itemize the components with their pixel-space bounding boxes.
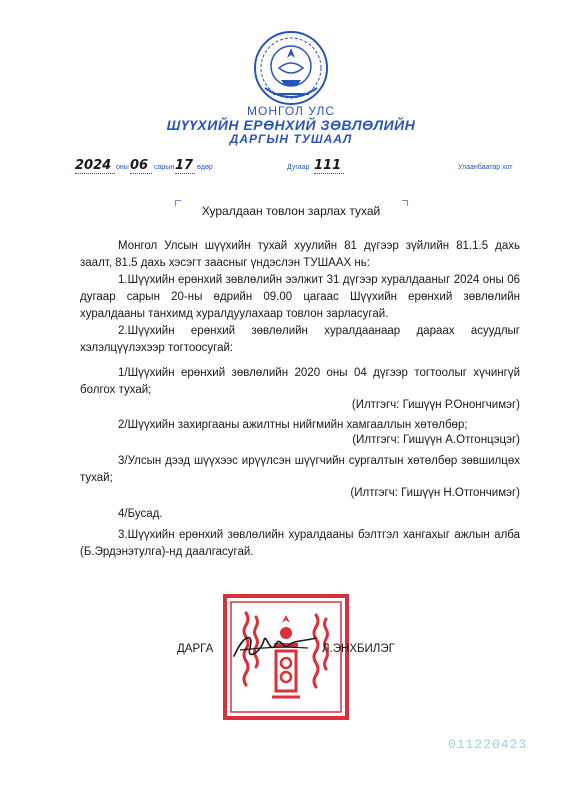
date-year-suffix: оны [116, 164, 129, 171]
order-item-3: 3.Шүүхийн ерөнхий зөвлөлийн хуралдааны бэлтгэл хангахыг ажлын алба (Б.Эрдэнэтулга)-нд даалгасугай. [80, 529, 520, 558]
preamble: Монгол Улсын шүүхийн тухай хуулийн 81 дүгээр зүйлийн 81.1.5 дахь заалт, 81.5 дахь хэсэгт заасныг үндэслэн ТУШААХ нь: [80, 240, 520, 269]
number-label: Дугаар [287, 164, 310, 171]
city-label: Улаанбаатар хот [458, 164, 513, 171]
agenda-item-1-presenter: (Илтгэгч: Гишүүн Р.Ононгчимэг) [351, 399, 520, 411]
signer-name: Л.ЭНХБИЛЭГ [322, 643, 395, 655]
order-item-1: 1.Шүүхийн ерөнхий зөвлөлийн ээлжит 31 дүгээр хуралдааныг 2024 оны 06 дугаар сарын 20-ны өдрийн 09.00 цагаас Шүүхийн ерөнхий зөвлөлийн хуралдааны танхимд хуралдуулахаар товлон зарласугай. [80, 274, 520, 320]
date-line [75, 158, 215, 176]
date-month: 06 [130, 158, 152, 174]
date-month-suffix: сарын [154, 164, 175, 171]
header-country: МОНГОЛ УЛС [247, 104, 335, 118]
handwritten-signature [230, 626, 320, 666]
header-council: ШҮҮХИЙН ЕРӨНХИЙ ЗӨВЛӨЛИЙН [166, 117, 416, 133]
order-item-2: 2.Шүүхийн ерөнхий зөвлөлийн хуралдаанаар дараах асуудлыг хэлэлцүүлэхээр тогтоосугай: [80, 325, 520, 354]
agenda-item-2: 2/Шүүхийн захиргааны ажилтны нийгмийн хамгааллын хөтөлбөр; [118, 419, 468, 431]
agenda-item-4: 4/Бусад. [118, 508, 163, 520]
date-year: 2024 [75, 158, 115, 174]
order-number: 111 [314, 158, 344, 174]
agenda-item-2-presenter: (Илтгэгч: Гишүүн А.Отгонцэцэг) [352, 434, 520, 446]
header-order-type: ДАРГЫН ТУШААЛ [229, 132, 353, 146]
agenda-item-3: 3/Улсын дээд шүүхээс ирүүлсэн шүүгчийн сургалтын хөтөлбөр зөвшилцөх тухай; [80, 455, 520, 484]
order-title: Хуралдаан товлон зарлах тухай [201, 204, 381, 218]
signer-title: ДАРГА [177, 643, 214, 655]
date-day-suffix: өдөр [197, 164, 213, 171]
state-emblem-icon [251, 28, 331, 108]
agenda-item-3-presenter: (Илтгэгч: Гишүүн Н.Отгончимэг) [350, 487, 520, 499]
agenda-item-1: 1/Шүүхийн ерөнхий зөвлөлийн 2020 оны 04 дүгээр тогтоолыг хүчингүй болгох тухай; [80, 367, 520, 396]
document-serial-number: 011220423 [448, 737, 528, 752]
date-day: 17 [175, 158, 194, 173]
